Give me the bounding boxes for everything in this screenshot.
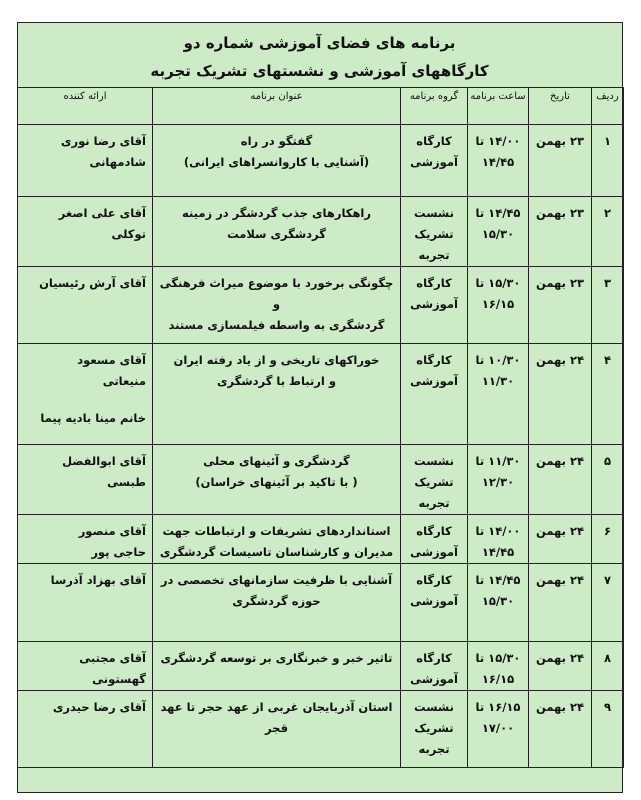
- presenter-line: آقای مسعود: [77, 353, 146, 367]
- table-row: [18, 445, 624, 515]
- time-line: ۱۵/۳۰: [481, 227, 515, 241]
- time-line: ۱۷/۰۰: [481, 721, 515, 735]
- presenter-line: گهستونی: [92, 672, 146, 686]
- group-line: تجربه: [418, 248, 450, 262]
- group-line: آموزشی: [410, 374, 458, 388]
- title-line: چگونگی برخورد با موضوع میراث فرهنگی و: [159, 276, 394, 311]
- date-cell: ۲۴ بهمن: [529, 691, 592, 768]
- presenter-extra: خانم مینا بادیه پیما: [40, 411, 146, 425]
- presenter-cell: [18, 515, 153, 564]
- title-line: آشنایی با ظرفیت سازمانهای تخصصی در: [160, 573, 393, 587]
- table-header-row: [18, 88, 624, 125]
- presenter-line: آقای بهزاد آذرسا: [50, 573, 146, 587]
- title-cell: [153, 267, 401, 344]
- row-number-cell: ۳: [592, 267, 624, 344]
- presenter-cell: [18, 642, 153, 691]
- time-cell: [468, 515, 529, 564]
- date-cell: ۲۴ بهمن: [529, 445, 592, 515]
- group-cell: [401, 691, 468, 768]
- group-cell: [401, 515, 468, 564]
- group-cell: [401, 445, 468, 515]
- group-line: آموزشی: [410, 545, 458, 559]
- row-number-cell: ۷: [592, 564, 624, 642]
- title-line: مدیران و کارشناسان تاسیسات گردشگری: [159, 545, 394, 559]
- group-line: کارگاه: [416, 353, 452, 367]
- title-box: [18, 23, 621, 87]
- presenter-cell: [18, 445, 153, 515]
- presenter-cell: [18, 125, 153, 197]
- table-row: [18, 691, 624, 768]
- presenter-line: آقای مجتبی: [79, 651, 146, 665]
- row-number-cell: ۵: [592, 445, 624, 515]
- title-line: گردشگری و آئینهای محلی: [203, 454, 350, 468]
- presenter-line: طبسی: [107, 475, 146, 489]
- row-number-cell: ۱: [592, 125, 624, 197]
- date-cell: ۲۳ بهمن: [529, 267, 592, 344]
- presenter-cell: [18, 564, 153, 642]
- group-cell: [401, 642, 468, 691]
- group-line: کارگاه: [416, 651, 452, 665]
- time-line: ۱۵/۳۰: [481, 594, 515, 608]
- time-line: ۱۴/۴۵: [481, 545, 515, 559]
- header-group: گروه برنامه: [401, 88, 468, 125]
- title-line: قجر: [265, 721, 288, 735]
- presenter-line: حاجی پور: [91, 545, 146, 559]
- title-line: حوزه گردشگری: [232, 594, 321, 608]
- time-line: ۱۰/۳۰ تا: [475, 353, 521, 367]
- title-line: گردشگری به واسطه فیلمسازی مستند: [168, 318, 385, 332]
- title-cell: [153, 515, 401, 564]
- group-line: آموزشی: [410, 672, 458, 686]
- group-line: نشست: [414, 454, 454, 468]
- row-number-cell: ۹: [592, 691, 624, 768]
- group-line: آموزشی: [410, 594, 458, 608]
- group-line: تجربه: [418, 742, 450, 756]
- page-title: برنامه های فضای آموزشی شماره دو: [183, 34, 456, 52]
- presenter-cell: [18, 344, 153, 445]
- time-cell: [468, 445, 529, 515]
- title-line: استانداردهای تشریفات و ارتباطات جهت: [162, 524, 391, 538]
- row-number-cell: ۶: [592, 515, 624, 564]
- group-cell: [401, 197, 468, 267]
- time-line: ۱۴/۴۵ تا: [475, 573, 521, 587]
- schedule-table: [17, 87, 624, 768]
- table-row: [18, 125, 624, 197]
- title-cell: [153, 445, 401, 515]
- date-cell: ۲۴ بهمن: [529, 564, 592, 642]
- title-cell: [153, 642, 401, 691]
- title-line: ( با تاکید بر آئینهای خراسان): [195, 475, 358, 489]
- row-number-cell: ۸: [592, 642, 624, 691]
- time-line: ۱۶/۱۵: [481, 672, 515, 686]
- row-number-cell: ۲: [592, 197, 624, 267]
- time-cell: [468, 125, 529, 197]
- time-line: ۱۴/۰۰ تا: [475, 524, 521, 538]
- title-line: گفتگو در راه: [240, 134, 313, 148]
- group-line: آموزشی: [410, 297, 458, 311]
- time-line: ۱۶/۱۵: [481, 297, 515, 311]
- time-line: ۱۶/۱۵ تا: [475, 700, 521, 714]
- time-line: ۱۱/۳۰: [481, 374, 515, 388]
- group-line: کارگاه: [416, 134, 452, 148]
- group-line: کارگاه: [416, 524, 452, 538]
- time-line: ۱۱/۳۰ تا: [475, 454, 521, 468]
- presenter-line: توکلی: [111, 227, 146, 241]
- group-cell: [401, 267, 468, 344]
- table-row: [18, 344, 624, 445]
- date-cell: ۲۳ بهمن: [529, 197, 592, 267]
- time-cell: [468, 344, 529, 445]
- group-line: آموزشی: [410, 155, 458, 169]
- date-cell: ۲۴ بهمن: [529, 515, 592, 564]
- date-cell: ۲۳ بهمن: [529, 125, 592, 197]
- presenter-line: آقای علی اصغر: [58, 206, 146, 220]
- time-line: ۱۵/۳۰ تا: [475, 276, 521, 290]
- time-line: ۱۲/۳۰: [481, 475, 515, 489]
- title-line: تاثیر خبر و خبرنگاری بر توسعه گردشگری: [160, 651, 393, 665]
- date-cell: ۲۴ بهمن: [529, 344, 592, 445]
- time-cell: [468, 267, 529, 344]
- page-subtitle: کارگاههای آموزشی و نشستهای تشریک تجربه: [150, 62, 489, 80]
- presenter-line: آقای رضا حیدری: [52, 700, 146, 714]
- group-line: نشست: [414, 206, 454, 220]
- presenter-cell: [18, 267, 153, 344]
- presenter-line: آقای آرش رئیسیان: [39, 276, 146, 290]
- group-cell: [401, 344, 468, 445]
- group-line: تشریک: [414, 721, 454, 735]
- group-line: تجربه: [418, 496, 450, 510]
- table-row: [18, 197, 624, 267]
- time-line: ۱۴/۴۵: [481, 155, 515, 169]
- header-date: تاریخ: [529, 88, 592, 125]
- presenter-line: آقای منصور: [78, 524, 146, 538]
- title-line: گردشگری سلامت: [227, 227, 326, 241]
- header-row-number: ردیف: [592, 88, 624, 125]
- title-cell: [153, 197, 401, 267]
- table-row: [18, 642, 624, 691]
- schedule-sheet: [17, 22, 623, 793]
- presenter-line: شادمهانی: [89, 155, 146, 169]
- title-line: استان آذربایجان غربی از عهد حجر تا عهد: [160, 700, 393, 714]
- header-presenter: ارائه کننده: [18, 88, 153, 125]
- time-cell: [468, 564, 529, 642]
- title-cell: [153, 344, 401, 445]
- title-line: خوراکهای تاریخی و از یاد رفته ایران: [173, 353, 380, 367]
- table-body: [18, 125, 624, 768]
- time-line: ۱۴/۴۵ تا: [475, 206, 521, 220]
- title-cell: [153, 691, 401, 768]
- table-row: [18, 515, 624, 564]
- presenter-line: منیعاتی: [102, 374, 146, 388]
- title-line: (آشنایی با کاروانسراهای ایرانی): [183, 155, 370, 169]
- table-row: [18, 267, 624, 344]
- time-line: ۱۵/۳۰ تا: [475, 651, 521, 665]
- group-line: کارگاه: [416, 276, 452, 290]
- title-cell: [153, 564, 401, 642]
- group-line: نشست: [414, 700, 454, 714]
- title-cell: [153, 125, 401, 197]
- title-line: و ارتباط با گردشگری: [216, 374, 337, 388]
- time-cell: [468, 197, 529, 267]
- presenter-line: آقای رضا نوری: [60, 134, 146, 148]
- row-number-cell: ۴: [592, 344, 624, 445]
- group-line: کارگاه: [416, 573, 452, 587]
- group-cell: [401, 125, 468, 197]
- table-row: [18, 564, 624, 642]
- presenter-cell: [18, 197, 153, 267]
- date-cell: ۲۴ بهمن: [529, 642, 592, 691]
- presenter-line: آقای ابوالفضل: [62, 454, 146, 468]
- group-line: تشریک: [414, 475, 454, 489]
- time-cell: [468, 642, 529, 691]
- time-cell: [468, 691, 529, 768]
- group-cell: [401, 564, 468, 642]
- header-title: عنوان برنامه: [153, 88, 401, 125]
- presenter-cell: [18, 691, 153, 768]
- title-line: راهکارهای جذب گردشگر در زمینه: [181, 206, 371, 220]
- group-line: تشریک: [414, 227, 454, 241]
- header-time: ساعت برنامه: [468, 88, 529, 125]
- time-line: ۱۴/۰۰ تا: [475, 134, 521, 148]
